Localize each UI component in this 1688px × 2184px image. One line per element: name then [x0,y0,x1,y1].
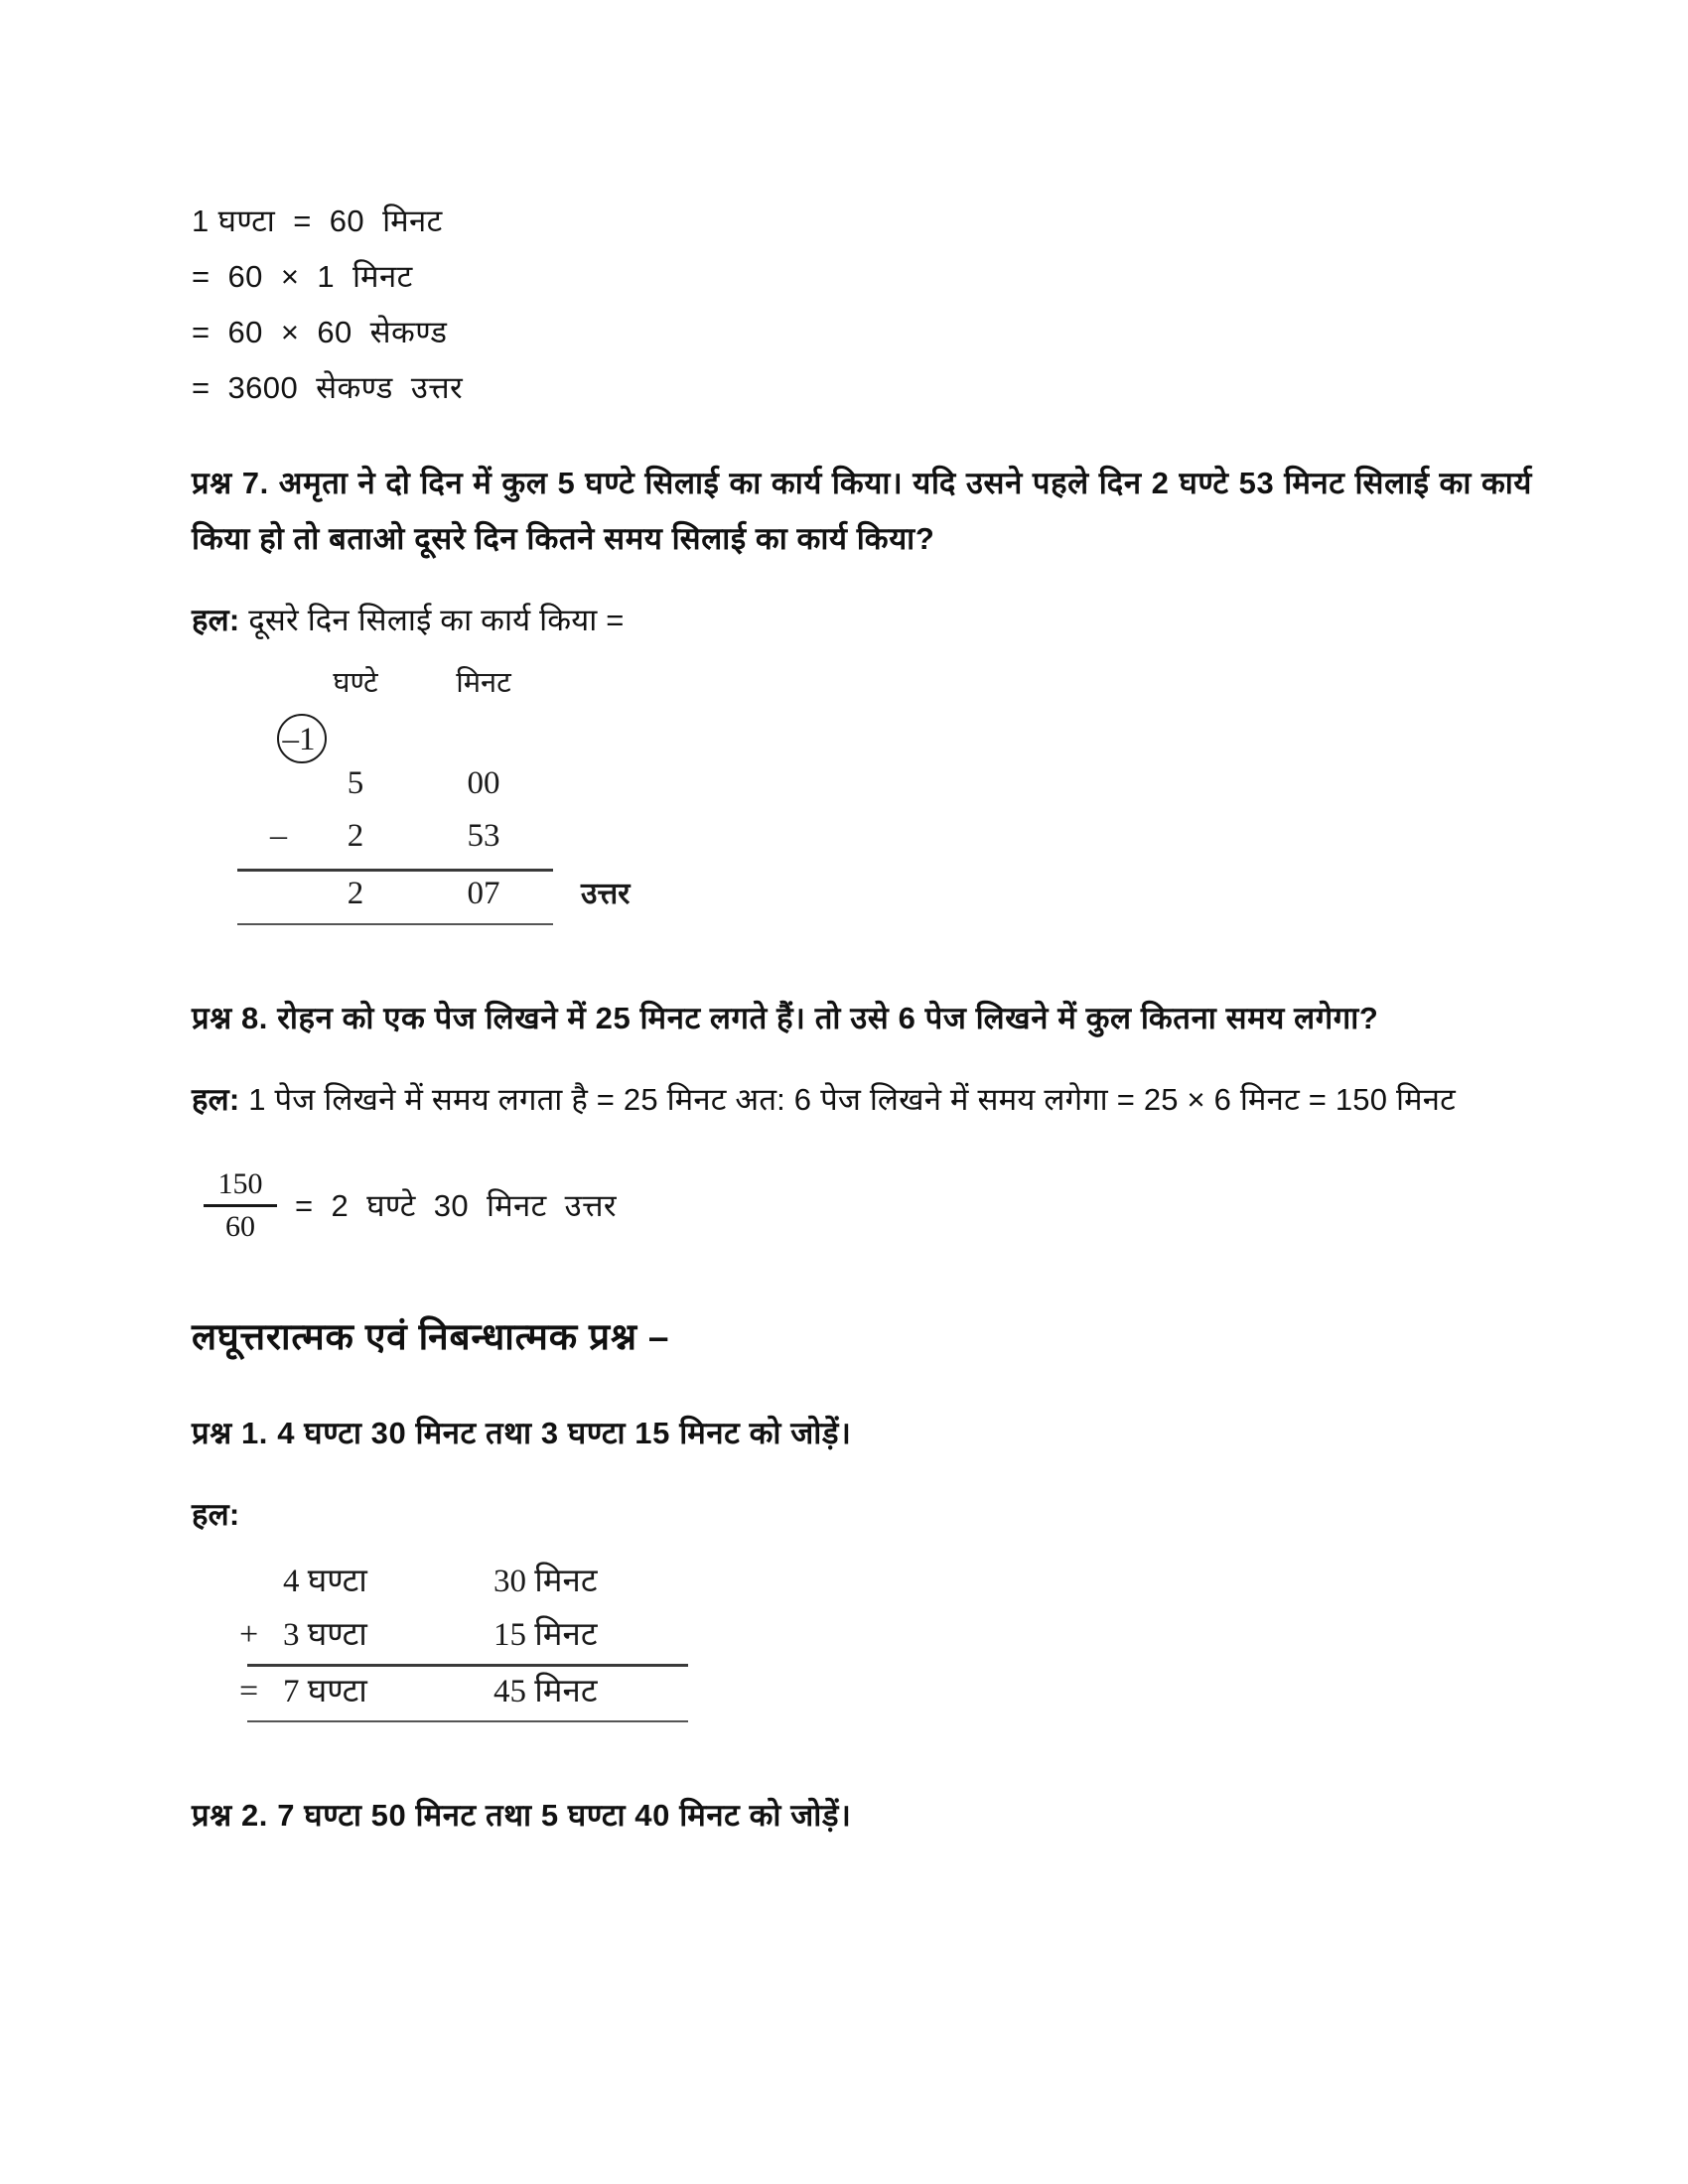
calc-header-minutes: मिनट [456,667,511,699]
short-question-1-solution-label [192,1487,1532,1543]
calc-result-minutes: 07 [467,876,500,911]
calc-minutes-cell: 15 मिनट [493,1617,598,1654]
spacer [192,567,1532,593]
derivation-line-3: = 60 × 60 सेकण्ड [192,315,448,349]
calc-minutes-cell: 00 [467,765,500,801]
calc-row [231,765,748,817]
derivation-block [192,194,1532,416]
calc-result-minutes: 45 मिनट [493,1674,598,1710]
calc-hours-cell: 5 [347,765,364,801]
calc-row [239,1610,795,1664]
solution-label: हल: [192,1497,240,1533]
calc-header-row [231,662,748,712]
solution-text: 1 पेज लिखने में समय लगता है = 25 मिनट अत: 6 पेज लिखने में समय लगेगा = 25 × 6 मिनट = 150 मिनट [239,1082,1456,1117]
calc-row [231,817,748,869]
fraction-bar [204,1204,277,1207]
subtraction-calculation [231,662,748,925]
calc-minutes-cell: 30 मिनट [493,1564,598,1600]
derivation-line-4: = 3600 सेकण्ड उत्तर [192,370,464,405]
calc-result-hours: 2 [347,876,364,911]
spacer [192,1543,1532,1557]
calc-header-hours: घण्टे [333,667,378,699]
fraction-result-line [204,1167,1532,1243]
spacer [192,648,1532,662]
calc-sign-cell: + [239,1616,259,1654]
page-content [192,194,1532,1843]
question-8-solution-line [192,1072,1532,1128]
spacer [192,1722,1532,1788]
calc-answer-label: उत्तर [581,878,631,910]
short-question-1-text: प्रश्न 1. 4 घण्टा 30 मिनट तथा 3 घण्टा 15 मिनट को जोड़ें। [192,1416,852,1451]
derivation-line-2: = 60 × 1 मिनट [192,259,413,294]
calc-borrow-row [231,712,748,765]
spacer [192,925,1532,991]
spacer [192,1243,1532,1308]
fraction-denominator: 60 [225,1209,255,1243]
calc-result-row [239,1667,795,1720]
question-8-text: प्रश्न 8. रोहन को एक पेज लिखने में 25 मिनट लगते हैं। तो उसे 6 पेज लिखने में कुल कितना समय लगेगा? [192,1001,1379,1035]
solution-label: हल: [192,603,240,637]
calc-hours-cell: 3 घण्टा [283,1617,367,1654]
solution-text: दूसरे दिन सिलाई का कार्य किया = [239,603,625,637]
spacer [192,1046,1532,1072]
calc-result-row [231,872,748,923]
calc-divider-bottom [237,923,553,925]
calc-sign-cell: – [270,817,287,854]
derivation-line-1: 1 घण्टा = 60 मिनट [192,204,443,238]
spacer [192,1128,1532,1167]
borrow-value: –1 [282,722,316,757]
spacer [192,416,1532,456]
fraction-numerator: 150 [217,1167,263,1200]
calc-minutes-cell: 53 [467,818,500,854]
calc-hours-cell: 4 घण्टा [283,1564,367,1600]
calc-sign-cell: = [239,1673,259,1710]
spacer [192,1366,1532,1406]
spacer [192,1461,1532,1487]
fraction [204,1167,277,1243]
calc-row [239,1557,795,1610]
solution-label: हल: [192,1082,240,1117]
short-question-2-text: प्रश्न 2. 7 घण्टा 50 मिनट तथा 5 घण्टा 40 मिनट को जोड़ें। [192,1798,852,1834]
question-7-text: प्रश्न 7. अमृता ने दो दिन में कुल 5 घण्टे सिलाई का कार्य किया। यदि उसने पहले दिन 2 घण्टे 53 मिनट सिलाई का कार्य किया हो तो बताओ दूसरे दिन कितने समय सिलाई का कार्य किया? [192,466,1532,556]
fraction-result-text: = 2 घण्टे 30 मिनट उत्तर [295,1188,617,1224]
borrow-marker [271,712,327,767]
calc-hours-cell: 2 [347,818,364,854]
section-heading: लघूत्तरात्मक एवं निबन्धात्मक प्रश्न – [192,1316,670,1358]
question-7-solution-line [192,593,1532,648]
calc-result-hours: 7 घण्टा [283,1674,367,1710]
addition-calculation [239,1557,795,1722]
